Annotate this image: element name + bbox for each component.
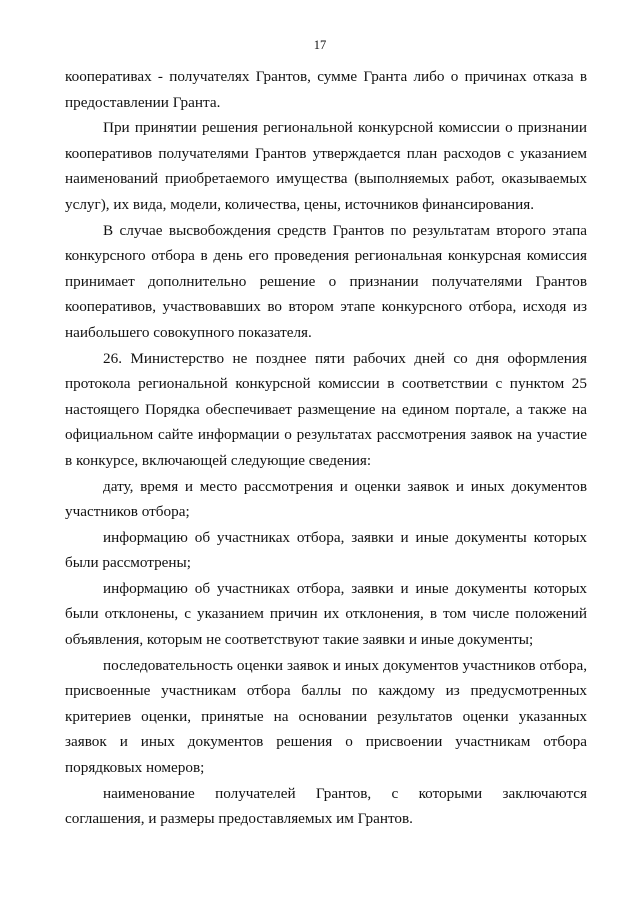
list-item-grant-recipients: наименование получателей Грантов, с которыми заключаются соглашения, и размеры предоставляемых им Грантов. <box>65 784 587 828</box>
list-item-date-time-place: дату, время и место рассмотрения и оценки заявок и иных документов участников отбора; <box>65 477 587 521</box>
paragraph-funds-release: В случае высвобождения средств Грантов по результатам второго этапа конкурсного отбора в день его проведения региональная конкурсная комиссия принимает дополнительно решение о признании получателями Грантов кооперативов, участвовавших во втором этапе конкурсного отбора, исходя из наибольшего совокупного показателя. <box>65 221 587 341</box>
paragraph-expense-plan: При принятии решения региональной конкурсной комиссии о признании кооперативов получателями Грантов утверждается план расходов с указанием наименований приобретаемого имущества (выполняемых работ, оказываемых услуг), их вида, модели, количества, цены, источников финансирования. <box>65 119 587 213</box>
list-item-reviewed-participants: информацию об участниках отбора, заявки и иные документы которых были рассмотрены; <box>65 528 587 572</box>
paragraph-item-26: 26. Министерство не позднее пяти рабочих дней со дня оформления протокола региональной конкурсной комиссии в соответствии с пунктом 25 настоящего Порядка обеспечивает размещение на едином портале, а также на официальном сайте информации о результатах рассмотрения заявок на участие в конкурсе, включающей следующие сведения: <box>65 349 587 469</box>
list-item-rejected-participants: информацию об участниках отбора, заявки и иные документы которых были отклонены, с указанием причин их отклонения, в том числе положений объявления, которым не соответствуют такие заявки и иные документы; <box>65 579 587 649</box>
page-number: 17 <box>313 38 327 52</box>
list-item-evaluation-sequence: последовательность оценки заявок и иных документов участников отбора, присвоенные участникам отбора баллы по каждому из предусмотренных критериев оценки, принятые на основании результатов оценки указанных заявок и иных документов решения о присвоении участникам отбора порядковых номеров; <box>65 656 587 777</box>
paragraph-continuation: кооперативах - получателях Грантов, сумме Гранта либо о причинах отказа в предоставлении Гранта. <box>65 68 587 111</box>
document-body <box>65 64 587 832</box>
